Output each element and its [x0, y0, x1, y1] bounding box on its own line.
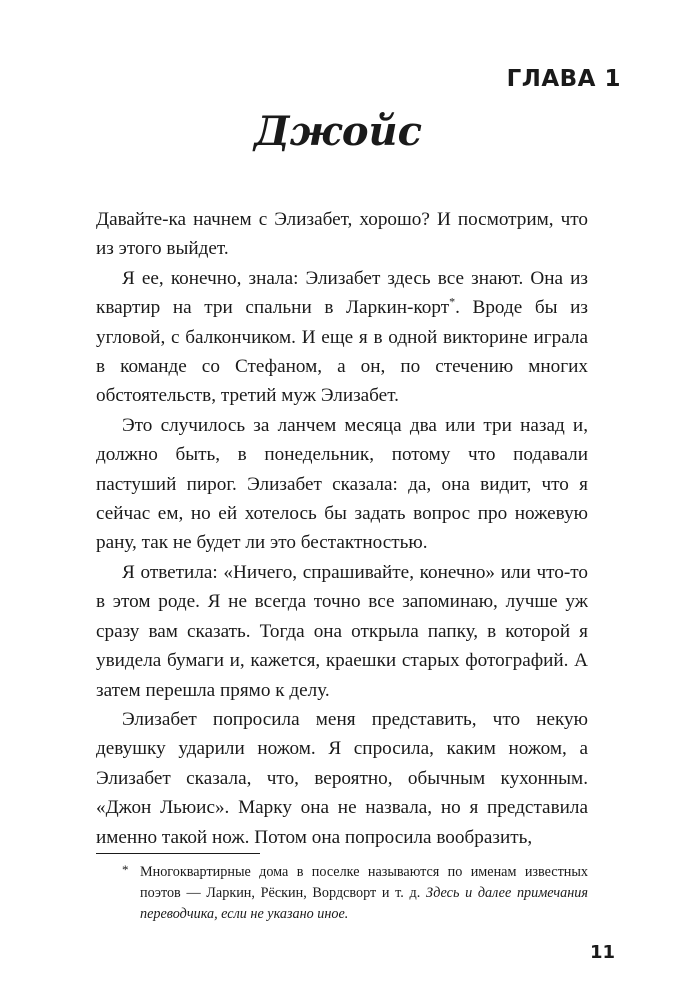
paragraph-2-text-start: Я ее, конечно, знала: Элизабет здесь все знают. Она из квартир на три спальни в Ларкин-корт [96, 267, 588, 319]
paragraph-2 [96, 264, 588, 411]
footnote [122, 862, 588, 925]
footnote-reference-mark: * [449, 294, 456, 309]
chapter-title: Джойс [254, 108, 422, 155]
chapter-label: ГЛАВА 1 [506, 66, 621, 92]
footnote-mark: * [122, 862, 129, 877]
paragraph-4: Я ответила: «Ничего, спрашивайте, конечно» или что-то в этом роде. Я не всегда точно все запоминаю, лучше уж сразу вам сказать. Тогда она открыла папку, в которой я увидела бумаги и, кажется, краешки старых фотографий. А затем перешла прямо к делу. [96, 561, 588, 701]
footnote-italic-text: Здесь и далее примечания переводчика, если не указано иное. [140, 885, 588, 922]
paragraph-2-text-end: . Вроде бы из угловой, с балкончиком. И еще я в одной викторине играла в команде со Стефаном, а он, по стечению многих обстоятельств, третий муж Элизабет. [96, 297, 588, 407]
body-text [96, 205, 588, 852]
paragraph-3: Это случилось за ланчем месяца два или три назад и, должно быть, в понедельник, потому что подавали пастуший пирог. Элизабет сказала: да, она видит, что я сейчас ем, но ей хотелось бы задать вопрос про ножевую рану, так не будет ли это бестактностью. [96, 414, 588, 554]
paragraph-5: Элизабет попросила меня представить, что некую девушку ударили ножом. Я спросила, каким ножом, а Элизабет сказала, что, вероятно, обычным кухонным. «Джон Льюис». Марку она не назвала, но я представила именно такой нож. Потом она попросила вообразить, [96, 708, 588, 848]
page-number: 11 [589, 942, 615, 963]
footnote-text: Многоквартирные дома в поселке называются по именам известных поэтов — Ларкин, Рёскин, Вордсворт и т. д. [140, 864, 588, 901]
footnote-divider [96, 853, 260, 854]
paragraph-1: Давайте-ка начнем с Элизабет, хорошо? И посмотрим, что из этого выйдет. [96, 209, 588, 260]
